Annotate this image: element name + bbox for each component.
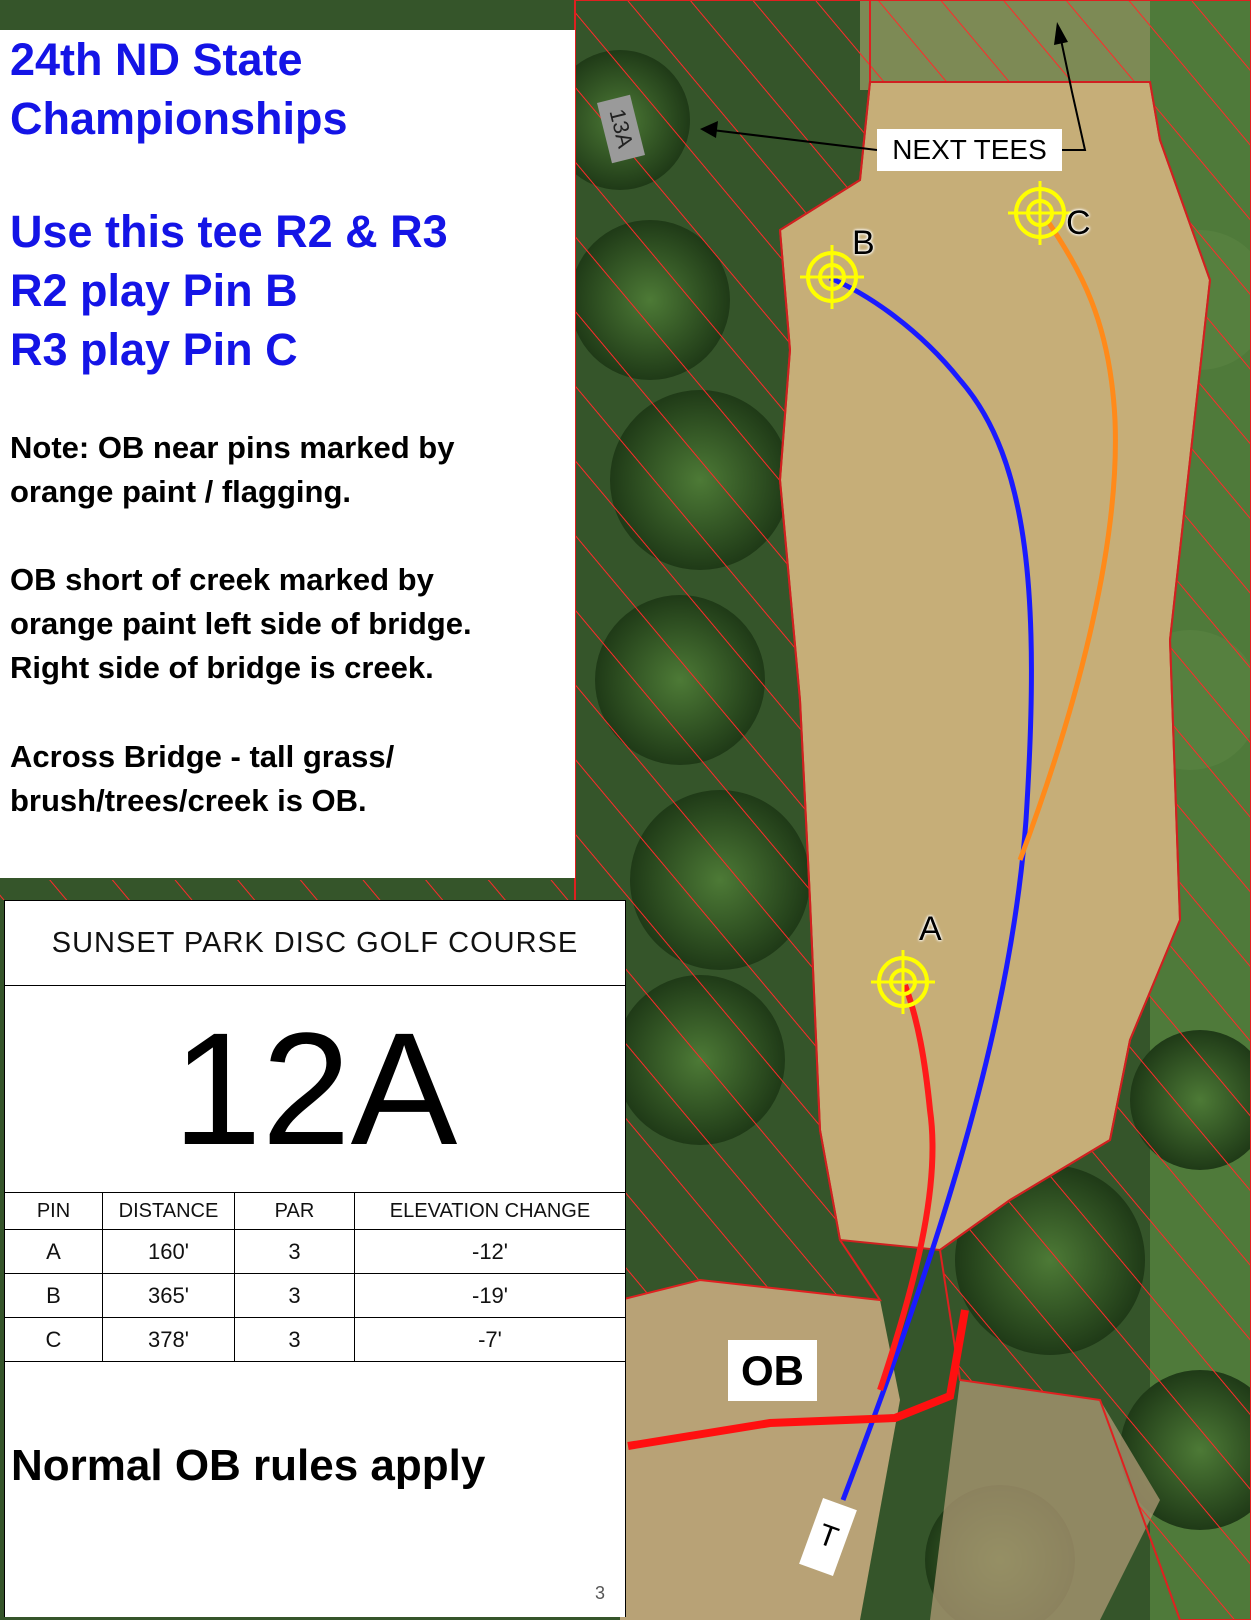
header-distance: DISTANCE: [103, 1193, 235, 1230]
header-par: PAR: [235, 1193, 355, 1230]
event-title-line2: Championships: [10, 93, 348, 144]
elevation-cell: -19': [355, 1274, 626, 1318]
tee-instruction-3: R3 play Pin C: [10, 324, 298, 375]
info-panel: [0, 30, 575, 878]
event-title-line1: 24th ND State: [10, 34, 303, 85]
distance-cell: 365': [103, 1274, 235, 1318]
distance-cell: 378': [103, 1318, 235, 1362]
pin-cell: C: [5, 1318, 103, 1362]
par-cell: 3: [235, 1274, 355, 1318]
hole-card: [4, 900, 626, 1617]
elevation-cell: -7': [355, 1318, 626, 1362]
note-1-line2: orange paint / flagging.: [10, 474, 351, 509]
table-row: [5, 1274, 626, 1318]
pin-table: [4, 1192, 626, 1362]
pin-c-label: C: [1066, 204, 1091, 242]
ob-rules-text: Normal OB rules apply: [11, 1441, 486, 1490]
table-row: [5, 1230, 626, 1274]
lower-clearing: [620, 1280, 900, 1620]
note-2-line2: orange paint left side of bridge.: [10, 606, 472, 641]
tee-pad: T: [799, 1498, 857, 1576]
course-name: SUNSET PARK DISC GOLF COURSE: [5, 901, 625, 986]
elevation-cell: -12': [355, 1230, 626, 1274]
par-cell: 3: [235, 1230, 355, 1274]
ob-map-label: OB: [728, 1340, 817, 1401]
next-tee-sign-13a: 13A: [597, 95, 645, 163]
note-1-line1: Note: OB near pins marked by: [10, 430, 455, 465]
note-2-line1: OB short of creek marked by: [10, 562, 434, 597]
note-3-line2: brush/trees/creek is OB.: [10, 783, 367, 818]
header-pin: PIN: [5, 1193, 103, 1230]
hole-number: 12A: [172, 999, 458, 1178]
footnote-mark: 3: [595, 1583, 606, 1603]
par-cell: 3: [235, 1318, 355, 1362]
distance-cell: 160': [103, 1230, 235, 1274]
pin-b-label: B: [852, 224, 875, 262]
tee-instruction-2: R2 play Pin B: [10, 265, 298, 316]
tee-instruction-1: Use this tee R2 & R3: [10, 206, 448, 257]
pin-a-label: A: [919, 910, 942, 948]
pin-table-header: [5, 1193, 626, 1230]
note-3-line1: Across Bridge - tall grass/: [10, 739, 395, 774]
note-2-line3: Right side of bridge is creek.: [10, 650, 434, 685]
header-elevation: ELEVATION CHANGE: [355, 1193, 626, 1230]
pin-cell: B: [5, 1274, 103, 1318]
table-row: [5, 1318, 626, 1362]
pin-cell: A: [5, 1230, 103, 1274]
next-tees-label: NEXT TEES: [877, 129, 1062, 171]
